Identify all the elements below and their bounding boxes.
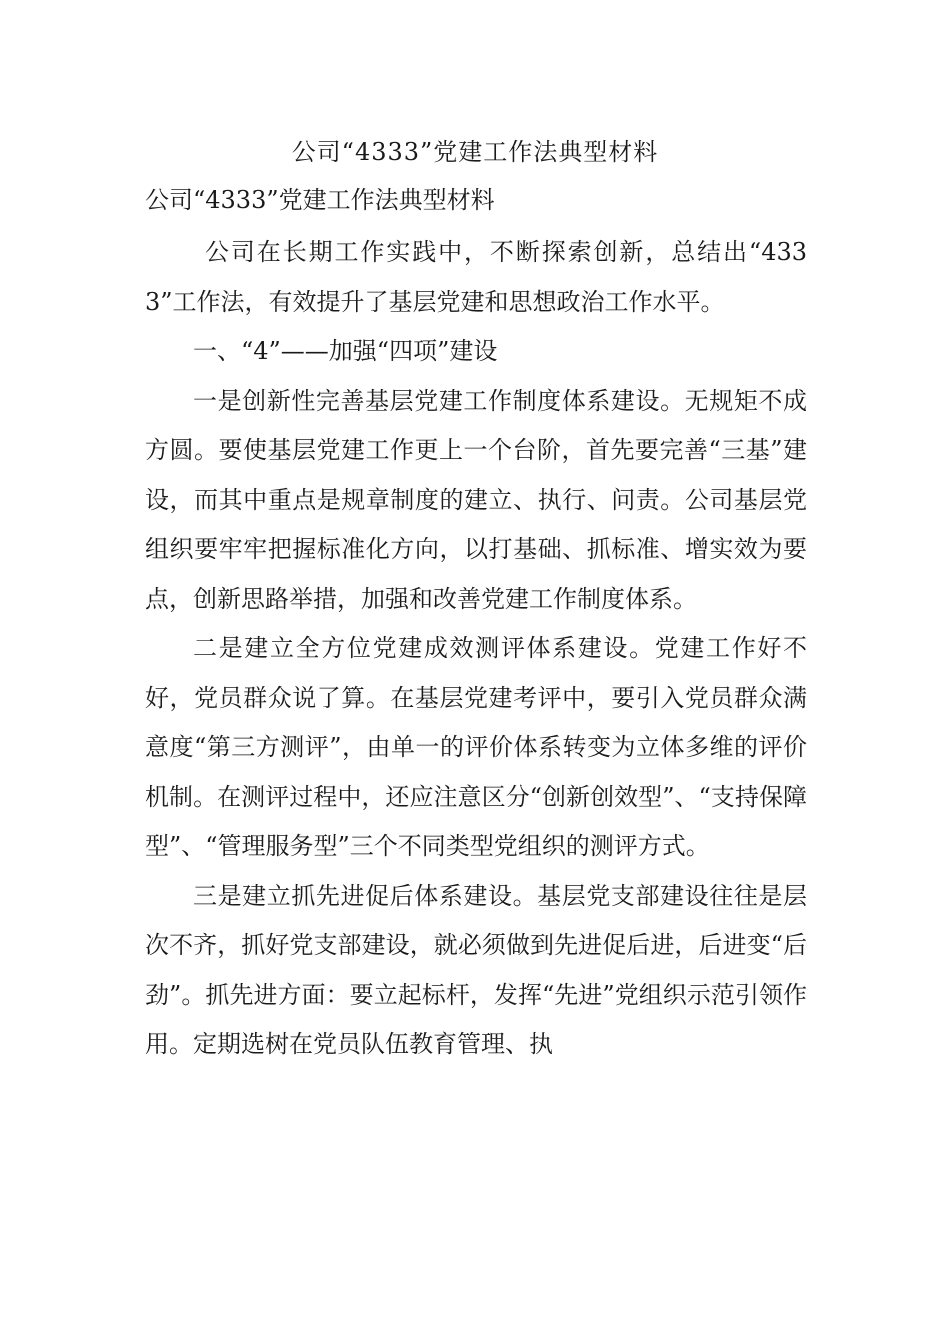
document-title: 公司“4333”党建工作法典型材料 (291, 138, 659, 166)
document-subtitle: 公司“4333”党建工作法典型材料 (145, 186, 495, 214)
document-body (145, 228, 807, 1070)
body-paragraph-2: 二是建立全方位党建成效测评体系建设。党建工作好不好，党员群众说了算。在基层党建考评中，要引入党员群众满意度“第三方测评”，由单一的评价体系转变为立体多维的评价机制。在测评过程中，还应注意区分“创新创效型”、“支持保障型”、“管理服务型”三个不同类型党组织的测评方式。 (145, 634, 807, 860)
intro-paragraph: 公司在长期工作实践中，不断探索创新，总结出“4333”工作法，有效提升了基层党建和思想政治工作水平。 (145, 238, 807, 316)
body-paragraph-3: 三是建立抓先进促后体系建设。基层党支部建设往往是层次不齐，抓好党支部建设，就必须做到先进促后进，后进变“后劲”。抓先进方面：要立起标杆，发挥“先进”党组织示范引领作用。定期选树在党员队伍教育管理、执 (145, 881, 807, 1058)
body-paragraph-1: 一是创新性完善基层党建工作制度体系建设。无规矩不成方圆。要使基层党建工作更上一个台阶，首先要完善“三基”建设，而其中重点是规章制度的建立、执行、问责。公司基层党组织要牢牢把握标准化方向，以打基础、抓标准、增实效为要点，创新思路举措，加强和改善党建工作制度体系。 (145, 386, 807, 613)
section-heading: 一、“4”——加强“四项”建设 (193, 337, 498, 365)
